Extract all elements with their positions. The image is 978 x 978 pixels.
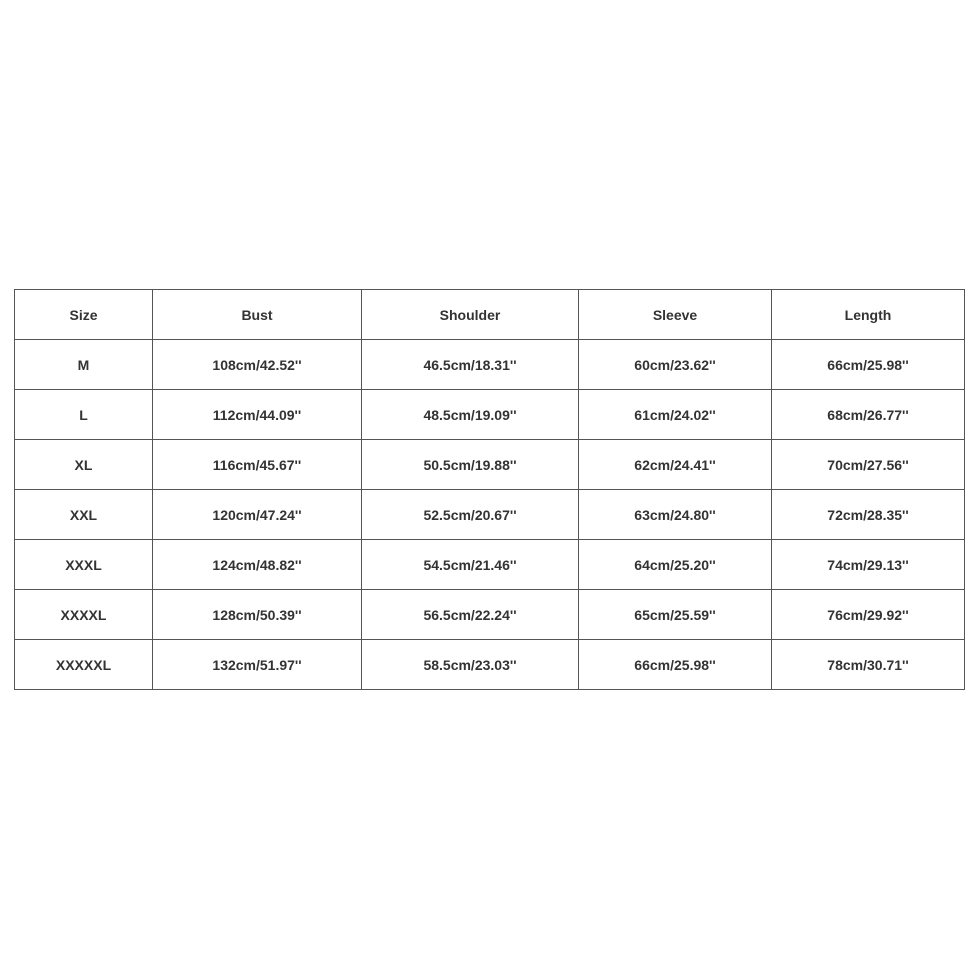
cell-sleeve: 62cm/24.41'' [579, 440, 772, 490]
cell-size: XXL [15, 490, 153, 540]
cell-sleeve: 63cm/24.80'' [579, 490, 772, 540]
header-bust: Bust [153, 290, 362, 340]
table-row [15, 340, 965, 390]
cell-sleeve: 60cm/23.62'' [579, 340, 772, 390]
cell-size: L [15, 390, 153, 440]
cell-bust: 116cm/45.67'' [153, 440, 362, 490]
cell-length: 78cm/30.71'' [772, 640, 965, 690]
cell-shoulder: 56.5cm/22.24'' [362, 590, 579, 640]
cell-bust: 112cm/44.09'' [153, 390, 362, 440]
cell-length: 66cm/25.98'' [772, 340, 965, 390]
header-size: Size [15, 290, 153, 340]
cell-bust: 108cm/42.52'' [153, 340, 362, 390]
table-row [15, 590, 965, 640]
cell-sleeve: 66cm/25.98'' [579, 640, 772, 690]
cell-size: M [15, 340, 153, 390]
cell-sleeve: 65cm/25.59'' [579, 590, 772, 640]
size-chart-table [14, 289, 965, 690]
cell-shoulder: 46.5cm/18.31'' [362, 340, 579, 390]
header-length: Length [772, 290, 965, 340]
table-row [15, 440, 965, 490]
cell-size: XXXL [15, 540, 153, 590]
cell-shoulder: 52.5cm/20.67'' [362, 490, 579, 540]
header-shoulder: Shoulder [362, 290, 579, 340]
cell-shoulder: 54.5cm/21.46'' [362, 540, 579, 590]
cell-sleeve: 64cm/25.20'' [579, 540, 772, 590]
cell-length: 70cm/27.56'' [772, 440, 965, 490]
cell-bust: 132cm/51.97'' [153, 640, 362, 690]
cell-size: XXXXL [15, 590, 153, 640]
table-row [15, 540, 965, 590]
cell-sleeve: 61cm/24.02'' [579, 390, 772, 440]
header-sleeve: Sleeve [579, 290, 772, 340]
cell-size: XXXXXL [15, 640, 153, 690]
table-header [15, 290, 965, 340]
cell-size: XL [15, 440, 153, 490]
cell-length: 72cm/28.35'' [772, 490, 965, 540]
cell-bust: 124cm/48.82'' [153, 540, 362, 590]
cell-bust: 120cm/47.24'' [153, 490, 362, 540]
cell-length: 68cm/26.77'' [772, 390, 965, 440]
cell-length: 74cm/29.13'' [772, 540, 965, 590]
header-row [15, 290, 965, 340]
cell-shoulder: 48.5cm/19.09'' [362, 390, 579, 440]
cell-bust: 128cm/50.39'' [153, 590, 362, 640]
table-body [15, 340, 965, 690]
table-row [15, 640, 965, 690]
cell-length: 76cm/29.92'' [772, 590, 965, 640]
table-row [15, 490, 965, 540]
cell-shoulder: 50.5cm/19.88'' [362, 440, 579, 490]
cell-shoulder: 58.5cm/23.03'' [362, 640, 579, 690]
table-row [15, 390, 965, 440]
